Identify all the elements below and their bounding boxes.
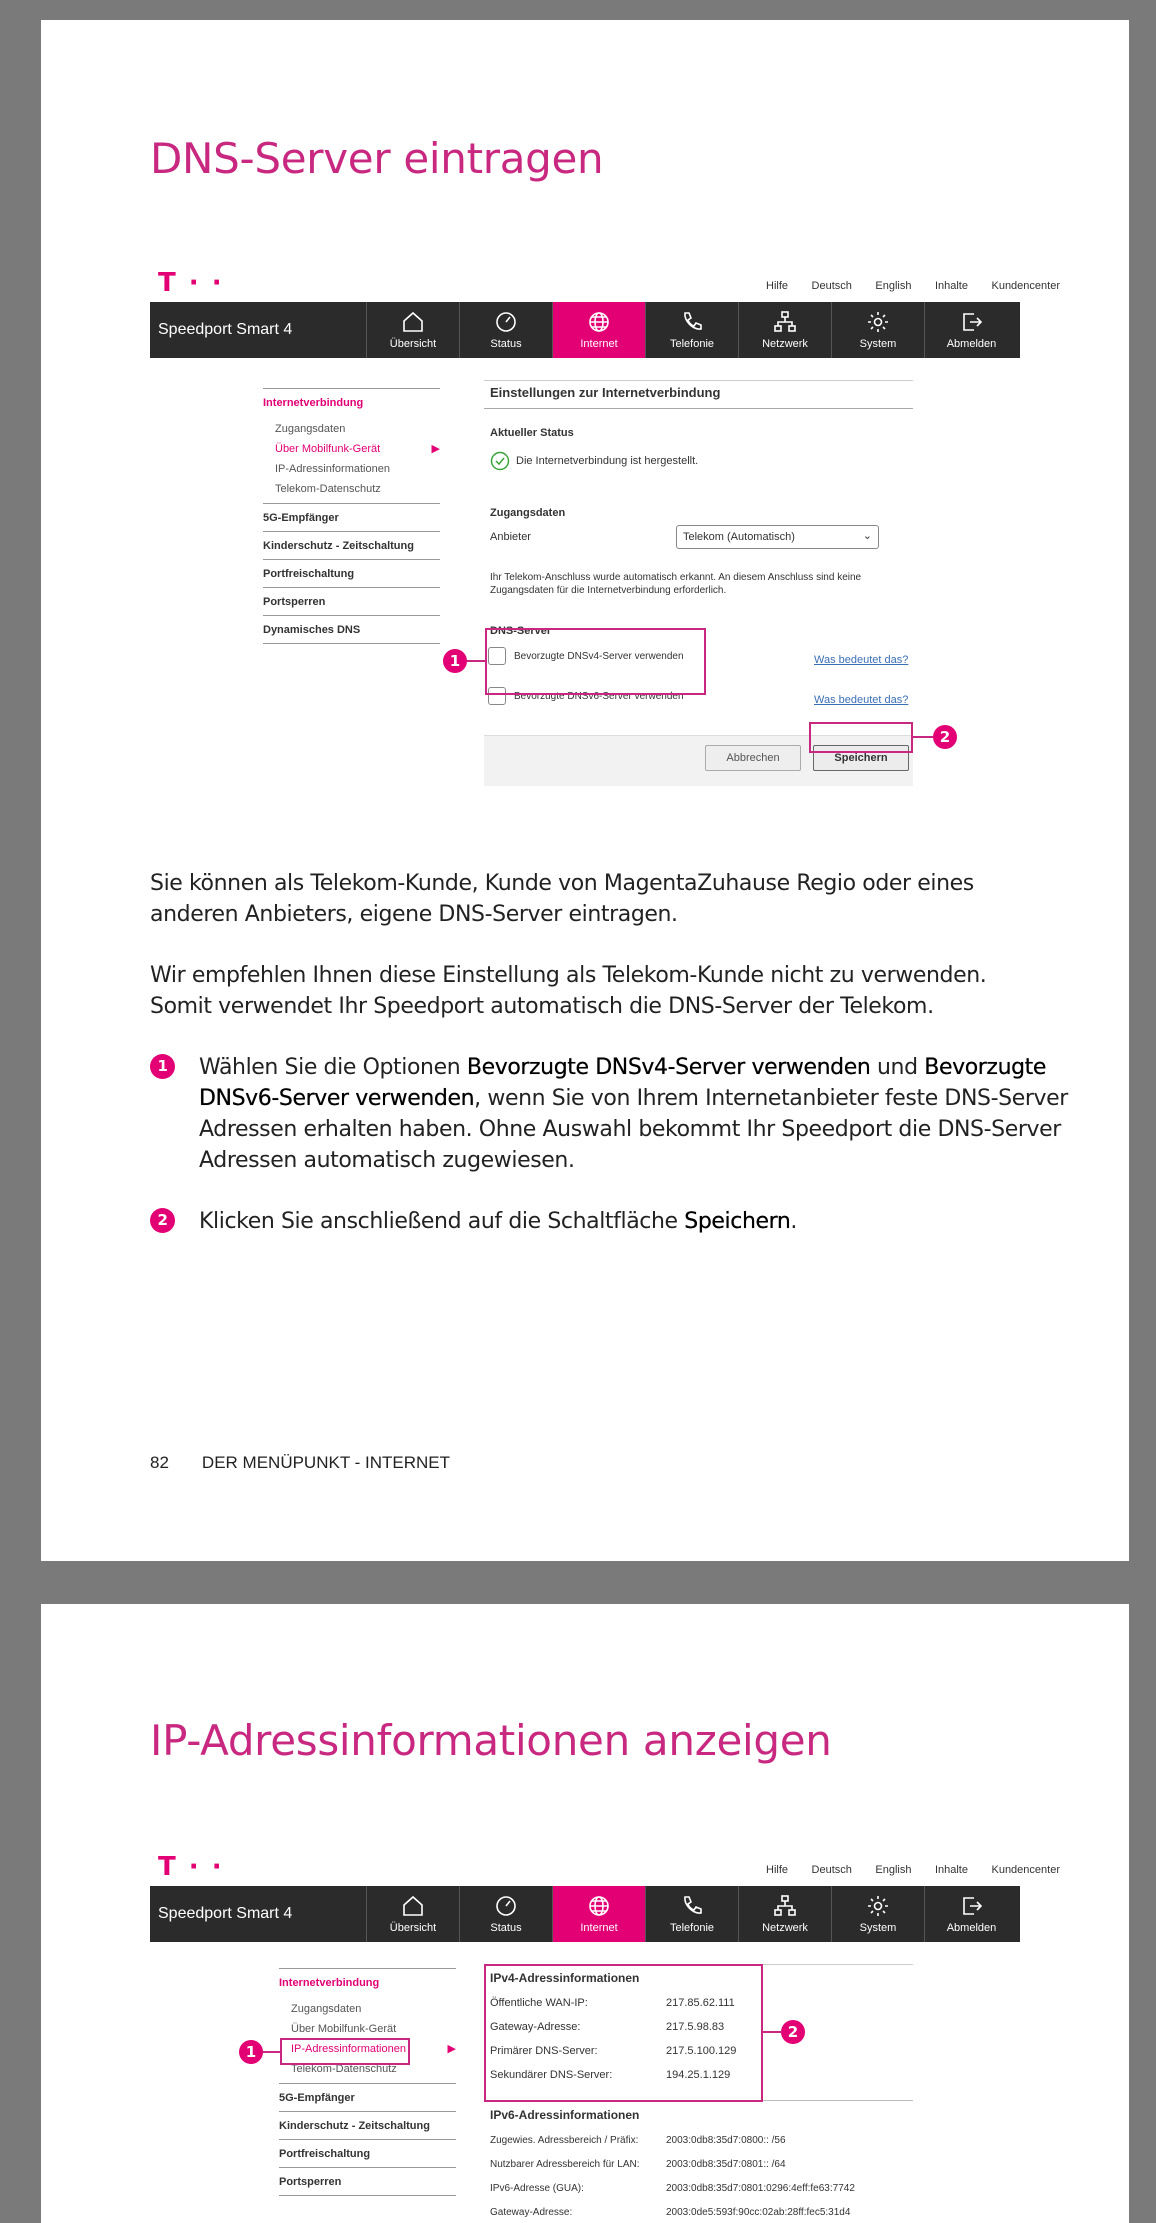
caret-right-icon: ▶ bbox=[431, 443, 440, 455]
main-navbar bbox=[150, 1886, 1020, 1942]
step-number: 2 bbox=[150, 1208, 175, 1233]
nav-label: Übersicht bbox=[389, 338, 437, 350]
nav-tab-overview[interactable] bbox=[367, 302, 460, 358]
nav-label: Telefonie bbox=[669, 338, 715, 350]
ip-label: Sekundärer DNS-Server: bbox=[490, 2069, 613, 2081]
toplink-deutsch[interactable]: Deutsch bbox=[811, 280, 852, 292]
chevron-down-icon: ⌄ bbox=[862, 530, 872, 542]
nav-label: Übersicht bbox=[389, 1922, 437, 1934]
ipv6-row bbox=[490, 2207, 850, 2218]
status-text: Die Internetverbindung ist hergestellt. bbox=[516, 455, 699, 467]
step-text: . bbox=[790, 1209, 798, 1234]
sidebar-sub-label: Über Mobilfunk-Gerät bbox=[275, 443, 381, 455]
globe-icon bbox=[587, 1894, 611, 1918]
sidebar-item-internet-connection[interactable]: Internetverbindung bbox=[263, 388, 440, 413]
callout-line bbox=[466, 660, 485, 662]
ip-label: Zugewies. Adressbereich / Präfix: bbox=[490, 2135, 639, 2146]
dns4-label: Bevorzugte DNSv4-Server verwenden bbox=[514, 650, 684, 662]
nav-tab-logout[interactable] bbox=[925, 1886, 1018, 1942]
document-page-1 bbox=[41, 20, 1129, 1561]
step-text: und bbox=[870, 1055, 925, 1080]
home-icon bbox=[401, 1894, 425, 1918]
sidebar-sub-label: IP-Adressinformationen bbox=[291, 2043, 406, 2055]
callout-line bbox=[913, 736, 933, 738]
callout-line bbox=[263, 2051, 280, 2053]
nav-tab-system[interactable] bbox=[832, 302, 925, 358]
nav-label: Status bbox=[490, 338, 522, 350]
step-text: , wenn Sie von Ihrem Internetanbieter feste DNS-Server Adressen erhalten haben. Ohne Auswahl bekommt Ihr Speedport die DNS-Server Adressen automatisch zugewiesen. bbox=[199, 1086, 1068, 1173]
panel-title: Einstellungen zur Internetverbindung bbox=[484, 381, 913, 409]
sidebar-menu bbox=[279, 1968, 456, 2196]
ip-value: 194.25.1.129 bbox=[666, 2069, 731, 2081]
top-links bbox=[766, 1864, 1060, 1876]
phone-icon bbox=[680, 310, 704, 334]
ip-value: 2003:0de5:593f:90cc:02ab:28ff:fec5:31d4 bbox=[666, 2207, 851, 2218]
step-text: Wählen Sie die Optionen bbox=[199, 1055, 467, 1080]
toplink-english[interactable]: English bbox=[875, 1864, 912, 1876]
gauge-icon bbox=[494, 1894, 518, 1918]
nav-label: Abmelden bbox=[946, 1922, 997, 1934]
sidebar-sub-privacy[interactable]: Telekom-Datenschutz bbox=[291, 2063, 397, 2075]
nav-tab-network[interactable] bbox=[739, 302, 832, 358]
section-name: DER MENÜPUNKT - INTERNET bbox=[201, 1453, 451, 1472]
ip-label: Öffentliche WAN-IP: bbox=[490, 1997, 588, 2009]
nav-tab-internet[interactable] bbox=[553, 302, 646, 358]
ip-value: 2003:0db8:35d7:0800:: /56 bbox=[666, 2135, 786, 2146]
brand-title: Speedport Smart 4 bbox=[150, 302, 367, 358]
step-number: 1 bbox=[150, 1054, 175, 1079]
dns4-help-link[interactable]: Was bedeutet das? bbox=[814, 654, 909, 666]
sidebar-item-port-blocking[interactable]: Portsperren bbox=[279, 2167, 456, 2196]
home-icon bbox=[401, 310, 425, 334]
step-bold: Bevorzugte DNSv6-Server verwenden bbox=[199, 1055, 1047, 1111]
callout-2: 2 bbox=[781, 2020, 805, 2044]
save-button[interactable]: Speichern bbox=[813, 745, 909, 771]
save-highlight bbox=[809, 722, 913, 753]
caret-right-icon: ▶ bbox=[447, 2043, 456, 2055]
network-icon bbox=[773, 1894, 797, 1918]
page-title: IP-Adressinformationen anzeigen bbox=[150, 1716, 832, 1765]
dns6-label: Bevorzugte DNSv6-Server verwenden bbox=[514, 690, 684, 702]
phone-icon bbox=[680, 1894, 704, 1918]
document-page-2 bbox=[41, 1604, 1129, 2223]
nav-tab-telephony[interactable] bbox=[646, 302, 739, 358]
sidebar-item-5g[interactable]: 5G-Empfänger bbox=[263, 503, 440, 531]
sidebar-item-port-blocking[interactable]: Portsperren bbox=[263, 587, 440, 615]
nav-tab-overview[interactable] bbox=[367, 1886, 460, 1942]
ipv4-highlight bbox=[484, 1964, 763, 2102]
toplink-customer-center[interactable]: Kundencenter bbox=[991, 1864, 1060, 1876]
nav-label: System bbox=[859, 338, 897, 350]
telekom-logo: T · · bbox=[158, 1852, 224, 1882]
cancel-button[interactable]: Abbrechen bbox=[705, 745, 801, 771]
ip-value: 2003:0db8:35d7:0801:: /64 bbox=[666, 2159, 786, 2170]
nav-tab-internet[interactable] bbox=[553, 1886, 646, 1942]
globe-icon bbox=[587, 310, 611, 334]
dns-options-highlight bbox=[485, 628, 706, 695]
step-2 bbox=[150, 1206, 1070, 1237]
page-number: 82 bbox=[150, 1453, 169, 1472]
ip-value: 217.85.62.111 bbox=[666, 1997, 735, 2009]
nav-label: Netzwerk bbox=[762, 1922, 808, 1934]
sidebar-item-ddns[interactable]: Dynamisches DNS bbox=[263, 615, 440, 644]
ipv6-heading: IPv6-Adressinformationen bbox=[490, 2108, 640, 2122]
page-footer bbox=[150, 1453, 450, 1473]
nav-label: Internet bbox=[580, 338, 618, 350]
step-1 bbox=[150, 1052, 1070, 1176]
ip-value: 217.5.100.129 bbox=[666, 2045, 737, 2057]
callout-line bbox=[763, 2031, 781, 2033]
page-title: DNS-Server eintragen bbox=[150, 134, 604, 183]
step-bold: Bevorzugte DNSv4-Server verwenden bbox=[466, 1055, 871, 1080]
nav-label: Status bbox=[490, 1922, 522, 1934]
sidebar-sub-mobile-device[interactable] bbox=[263, 439, 440, 459]
dns-heading: DNS-Server bbox=[490, 625, 552, 637]
ip-info-highlight bbox=[280, 2038, 410, 2065]
ip-label: Gateway-Adresse: bbox=[490, 2207, 573, 2218]
sidebar-sub-access-data[interactable]: Zugangsdaten bbox=[275, 423, 346, 435]
sidebar-item-internet-connection[interactable]: Internetverbindung bbox=[279, 1968, 456, 1993]
nav-tab-logout[interactable] bbox=[925, 302, 1018, 358]
sidebar-item-port-forwarding[interactable]: Portfreischaltung bbox=[263, 559, 440, 587]
top-links bbox=[766, 280, 1060, 292]
sidebar-sub-access-data[interactable]: Zugangsdaten bbox=[291, 2003, 362, 2015]
dns6-help-link[interactable]: Was bedeutet das? bbox=[814, 694, 909, 706]
toplink-english[interactable]: English bbox=[875, 280, 912, 292]
gauge-icon bbox=[494, 310, 518, 334]
logout-icon bbox=[960, 310, 984, 334]
intro-paragraph: Sie können als Telekom-Kunde, Kunde von MagentaZuhause Regio oder eines anderen Anbieters, eigene DNS-Server eintragen. bbox=[150, 871, 974, 927]
sidebar-menu bbox=[263, 388, 440, 644]
toplink-customer-center[interactable]: Kundencenter bbox=[991, 280, 1060, 292]
provider-label: Anbieter bbox=[490, 531, 531, 543]
telekom-logo: T · · bbox=[158, 268, 224, 298]
provider-note: Ihr Telekom-Anschluss wurde automatisch erkannt. An diesem Anschluss sind keine Zugangsdaten für die Internetverbindung erforderlich. bbox=[490, 572, 862, 596]
nav-label: Internet bbox=[580, 1922, 618, 1934]
connection-status bbox=[490, 451, 698, 471]
nav-label: Abmelden bbox=[946, 338, 997, 350]
provider-value: Telekom (Automatisch) bbox=[683, 531, 795, 543]
gear-icon bbox=[866, 1894, 890, 1918]
gear-icon bbox=[866, 310, 890, 334]
toplink-help[interactable]: Hilfe bbox=[766, 1864, 789, 1876]
logout-icon bbox=[960, 1894, 984, 1918]
ipv6-row bbox=[490, 2183, 855, 2194]
nav-label: Netzwerk bbox=[762, 338, 808, 350]
toplink-deutsch[interactable]: Deutsch bbox=[811, 1864, 852, 1876]
ip-label: Gateway-Adresse: bbox=[490, 2021, 581, 2033]
ipv6-row bbox=[490, 2135, 786, 2146]
callout-1: 1 bbox=[239, 2040, 263, 2064]
toplink-contents[interactable]: Inhalte bbox=[934, 1864, 968, 1876]
access-heading: Zugangsdaten bbox=[490, 507, 566, 519]
sidebar-sub-mobile-device[interactable]: Über Mobilfunk-Gerät bbox=[291, 2023, 397, 2035]
sidebar-item-port-forwarding[interactable]: Portfreischaltung bbox=[279, 2139, 456, 2167]
ipv4-heading: IPv4-Adressinformationen bbox=[490, 1971, 640, 1985]
sidebar-sub-ip-info[interactable]: IP-Adressinformationen bbox=[275, 463, 390, 475]
nav-tab-system[interactable] bbox=[832, 1886, 925, 1942]
nav-label: Telefonie bbox=[669, 1922, 715, 1934]
main-navbar bbox=[150, 302, 1020, 358]
sidebar-item-5g[interactable]: 5G-Empfänger bbox=[279, 2083, 456, 2111]
nav-tab-telephony[interactable] bbox=[646, 1886, 739, 1942]
step-bold: Speichern bbox=[684, 1209, 791, 1234]
check-circle-icon bbox=[490, 451, 510, 471]
callout-1: 1 bbox=[443, 649, 467, 673]
ipv6-row bbox=[490, 2159, 786, 2170]
toplink-help[interactable]: Hilfe bbox=[766, 280, 789, 292]
nav-label: System bbox=[859, 1922, 897, 1934]
nav-tab-status[interactable] bbox=[460, 302, 553, 358]
network-icon bbox=[773, 310, 797, 334]
sidebar-item-parental[interactable]: Kinderschutz - Zeitschaltung bbox=[263, 531, 440, 559]
sidebar-item-parental[interactable]: Kinderschutz - Zeitschaltung bbox=[279, 2111, 456, 2139]
step-text: Klicken Sie anschließend auf die Schaltfläche bbox=[199, 1209, 685, 1234]
toplink-contents[interactable]: Inhalte bbox=[934, 280, 968, 292]
recommendation-paragraph: Wir empfehlen Ihnen diese Einstellung als Telekom-Kunde nicht zu verwenden. Somit verwendet Ihr Speedport automatisch die DNS-Server der Telekom. bbox=[150, 963, 987, 1019]
sidebar-sub-privacy[interactable]: Telekom-Datenschutz bbox=[275, 483, 381, 495]
ip-label: IPv6-Adresse (GUA): bbox=[490, 2183, 584, 2194]
ip-label: Nutzbarer Adressbereich für LAN: bbox=[490, 2159, 640, 2170]
status-heading: Aktueller Status bbox=[490, 427, 574, 439]
ip-label: Primärer DNS-Server: bbox=[490, 2045, 598, 2057]
ip-value: 217.5.98.83 bbox=[666, 2021, 725, 2033]
nav-tab-network[interactable] bbox=[739, 1886, 832, 1942]
provider-select[interactable] bbox=[676, 525, 879, 549]
nav-tab-status[interactable] bbox=[460, 1886, 553, 1942]
brand-title: Speedport Smart 4 bbox=[150, 1886, 367, 1942]
callout-2: 2 bbox=[933, 725, 957, 749]
ip-value: 2003:0db8:35d7:0801:0296:4eff:fe63:7742 bbox=[666, 2183, 855, 2194]
